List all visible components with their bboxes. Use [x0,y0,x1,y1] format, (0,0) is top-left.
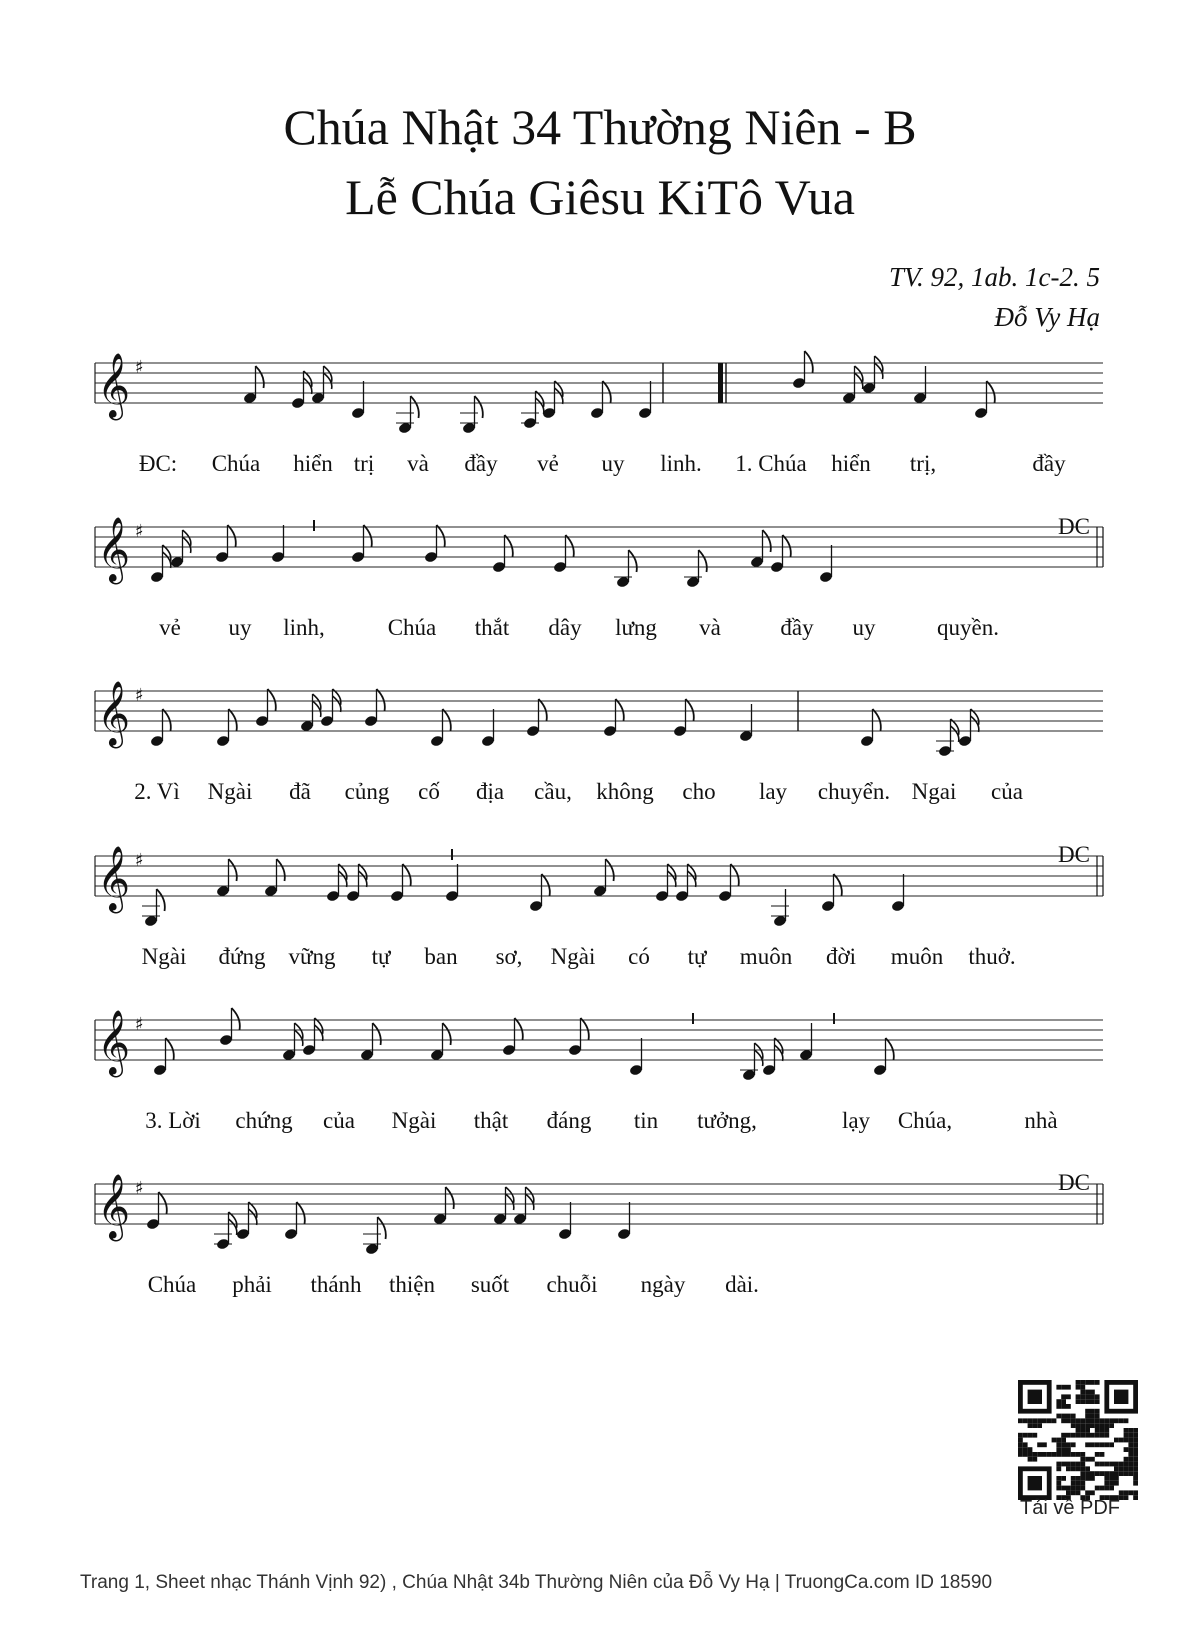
note [603,699,624,737]
note [142,889,165,927]
note [445,864,459,902]
note-flag [542,874,550,896]
note-flag [886,1038,894,1060]
lyric-syllable: thật [473,1108,509,1133]
lyric-syllable: đã [289,779,311,804]
lyric-syllable: chứng [235,1108,293,1133]
composer-name: Đỗ Vy Hạ [994,302,1100,332]
staff-system [95,1008,1103,1081]
note [236,1202,257,1240]
note-flag [506,1187,514,1210]
lyric-syllable: của [991,779,1023,804]
note-flag [403,864,411,886]
note-flag [313,694,321,717]
note [792,351,813,389]
staff-system [95,681,1103,757]
lyric-syllable: chuỗi [546,1272,598,1297]
lyric-syllable: muôn [890,944,944,969]
lyric-syllable: đời [825,944,857,969]
note-flag [805,351,813,373]
note-flag [566,535,574,557]
note-flag [297,1202,305,1224]
note-flag [526,1187,534,1210]
note [364,689,385,727]
lyric-syllable: ngày [640,1272,686,1297]
lyric-syllable: thuở. [968,944,1016,969]
staff-system [95,846,1103,927]
note [799,1023,813,1061]
lyric-syllable: Ngài [207,779,253,804]
lyric-syllable: đầy [464,451,498,476]
note [974,381,995,419]
note-flag [166,1038,174,1060]
note [558,1202,572,1240]
key-signature-sharp: ♯ [135,357,144,378]
lyric-syllable: dây [548,615,582,640]
lyric-syllable: linh. [660,451,702,476]
lyric-syllable: Ngài [141,944,187,969]
lyric-syllable: vẻ [159,615,181,640]
note [214,1212,237,1250]
note-flag [183,530,191,553]
note-flag [731,864,739,886]
note [593,859,614,897]
lyric-syllable: vẻ [537,451,559,476]
note-flag [616,699,624,721]
lyric-syllable: địa [475,779,505,804]
key-signature-sharp: ♯ [135,850,144,871]
note [542,381,563,419]
note [493,1187,514,1225]
note [819,545,833,583]
lyric-syllable: đầy [780,615,814,640]
lyric-syllable: thiện [389,1272,435,1297]
note [936,719,959,757]
note [291,371,312,409]
lyric-syllable: và [699,615,721,640]
lyric-syllable: chuyển. [817,779,891,804]
note [617,1202,631,1240]
note-flag [373,1023,381,1045]
note [146,1192,167,1230]
lyric-syllable: muôn [739,944,793,969]
note-flag [987,381,995,403]
page-title-line-2: Lễ Chúa Giêsu KiTô Vua [345,169,855,225]
note-flag [378,1217,386,1239]
lyric-syllable: linh, [283,615,325,640]
note [873,1038,894,1076]
note [614,550,637,588]
note [282,1023,303,1061]
note [675,864,696,902]
note-flag [446,1187,454,1209]
lyric-syllable: Chúa [387,615,437,640]
note [460,396,483,434]
staff-system [95,1174,1103,1255]
lyric-syllable: lạy [841,1108,871,1133]
note-flag [295,1023,303,1046]
lyric-syllable: cầu, [534,779,572,804]
note [153,1038,174,1076]
lyric-syllable: uy [601,451,625,476]
treble-clef-icon: 𝄞 [97,846,131,911]
lyric-syllable: Ngài [391,1108,437,1133]
lyric-syllable: cho [682,779,716,804]
lyric-syllable: trị [353,451,375,476]
treble-clef-icon: 𝄞 [97,353,131,418]
note [216,709,237,747]
note-flag [411,396,419,418]
note [842,366,863,404]
lyric-syllable: tưởng, [697,1108,757,1133]
download-pdf-label[interactable]: Tải về PDF [1020,1497,1121,1519]
lyric-syllable: đầy [1032,451,1066,476]
note-flag [873,709,881,731]
lyric-syllable: 3. Lời [145,1108,201,1133]
note [481,709,495,747]
note [351,525,372,563]
note [750,530,771,568]
lyric-syllable: lưng [615,615,657,640]
note-flag [606,859,614,881]
lyric-syllable: cố [418,779,440,804]
note [629,1038,643,1076]
note [302,1018,323,1056]
lyric-syllable: không [596,779,654,804]
lyric-syllable: Ngai [911,779,957,804]
note-flag [377,689,385,711]
treble-clef-icon: 𝄞 [97,517,131,582]
note [430,709,451,747]
note [255,689,276,727]
lyric-syllable: và [407,451,429,476]
page-footer: Trang 1, Sheet nhạc Thánh Vịnh 92) , Chúa Nhật 34b Thường Niên của Đỗ Vy Hạ | TruongCa.com ID 18590 [80,1572,993,1593]
note [346,864,367,902]
key-signature-sharp: ♯ [135,1178,144,1199]
note-flag [159,1192,167,1214]
note-flag [686,699,694,721]
lyric-syllable: trị, [909,451,937,476]
lyric-syllable: phải [232,1272,272,1297]
lyric-syllable: dài. [725,1272,759,1297]
note [320,689,341,727]
note-flag [229,859,237,881]
lyric-syllable: uy [852,615,876,640]
note [771,889,789,927]
treble-clef-icon: 𝄞 [97,1174,131,1239]
page-title-line-1: Chúa Nhật 34 Thường Niên - B [283,99,917,155]
lyric-syllable: tự [371,944,391,969]
note [770,535,791,573]
note-flag [229,709,237,731]
dc-marking-system-2: DC [1058,514,1090,539]
note-flag [834,874,842,896]
dc-marking-system-4: DC [1058,842,1090,867]
lyric-syllable: suốt [470,1272,510,1297]
treble-clef-icon: 𝄞 [97,681,131,746]
key-signature-sharp: ♯ [135,1014,144,1035]
lyric-syllable: thánh [310,1272,362,1297]
note-flag [437,525,445,547]
treble-clef-icon: 𝄞 [97,1010,131,1075]
note-flag [515,1018,523,1040]
note [718,864,739,902]
note [170,530,191,568]
note [360,1023,381,1061]
note-flag [277,859,285,881]
note [284,1202,305,1240]
note-flag [875,356,883,379]
note [529,874,550,912]
lyric-syllable: đứng [218,944,266,969]
note-flag [539,699,547,721]
note [264,859,285,897]
note-flag [157,889,165,911]
note [433,1187,454,1225]
note [891,874,905,912]
note [219,1008,240,1046]
note [216,859,237,897]
note-flag [443,709,451,731]
note [860,709,881,747]
note [492,535,513,573]
lyric-syllable: 2. Vì [134,779,180,804]
dc-marking-system-6: DC [1058,1170,1090,1195]
note-flag [232,1008,240,1030]
key-signature-sharp: ♯ [135,685,144,706]
note-flag [163,709,171,731]
note [424,525,445,563]
note [300,694,321,732]
note [655,864,676,902]
note [363,1217,386,1255]
note [271,525,285,563]
lyric-syllable: thắt [474,615,510,640]
note [762,1038,783,1076]
note [150,709,171,747]
note [684,550,707,588]
note [913,366,927,404]
note [521,391,544,429]
lyric-syllable: đáng [546,1108,592,1133]
note [590,381,611,419]
lyric-syllable: Ngài [550,944,596,969]
note [311,366,332,404]
note-flag [763,530,771,552]
note-flag [855,366,863,389]
lyric-syllable: hiển [831,451,871,476]
note [150,545,171,583]
lyric-syllable: tin [633,1108,659,1133]
lyric-syllable: ban [424,944,458,969]
note-flag [443,1023,451,1045]
lyric-syllable: của [323,1108,355,1133]
lyric-syllable: Chúa, [897,1108,953,1133]
note [243,366,264,404]
lyric-syllable: củng [344,779,390,804]
note [821,874,842,912]
note [638,381,652,419]
note [215,525,236,563]
note-flag [256,366,264,388]
lyric-syllable: ĐC: [138,451,178,476]
note-flag [755,1043,763,1066]
note-flag [364,525,372,547]
lyric-syllable: vững [288,944,336,969]
note [390,864,411,902]
staff-system [95,351,1103,434]
note-flag [699,550,707,572]
note-flag [268,689,276,711]
lyric-syllable: tự [687,944,707,969]
lyric-syllable: hiển [293,451,333,476]
note [739,704,753,742]
psalm-reference: TV. 92, 1ab. 1c-2. 5 [888,262,1100,292]
note [326,864,347,902]
note [351,381,365,419]
qr-code[interactable] [1018,1380,1138,1500]
note-flag [629,550,637,572]
lyric-syllable: Chúa [211,451,261,476]
lyric-syllable: uy [228,615,252,640]
note [673,699,694,737]
lyric-syllable: nhà [1024,1108,1058,1133]
double-bar-line [718,363,723,403]
note-flag [581,1018,589,1040]
note-flag [783,535,791,557]
note-flag [505,535,513,557]
note [958,709,979,747]
note-flag [228,525,236,547]
lyric-syllable: lay [758,779,788,804]
lyric-syllable: quyền. [937,615,999,640]
lyric-syllable: Chúa [147,1272,197,1297]
note [740,1043,763,1081]
note-flag [475,396,483,418]
note [526,699,547,737]
note [553,535,574,573]
note [502,1018,523,1056]
note [568,1018,589,1056]
staff-system [95,517,1103,588]
note [430,1023,451,1061]
note [862,356,883,394]
lyric-syllable: 1. Chúa [735,451,807,476]
lyric-syllable: có [628,944,650,969]
note [396,396,419,434]
lyric-syllable: sơ, [495,944,523,969]
note [513,1187,534,1225]
note-flag [603,381,611,403]
note-flag [324,366,332,389]
key-signature-sharp: ♯ [135,521,144,542]
